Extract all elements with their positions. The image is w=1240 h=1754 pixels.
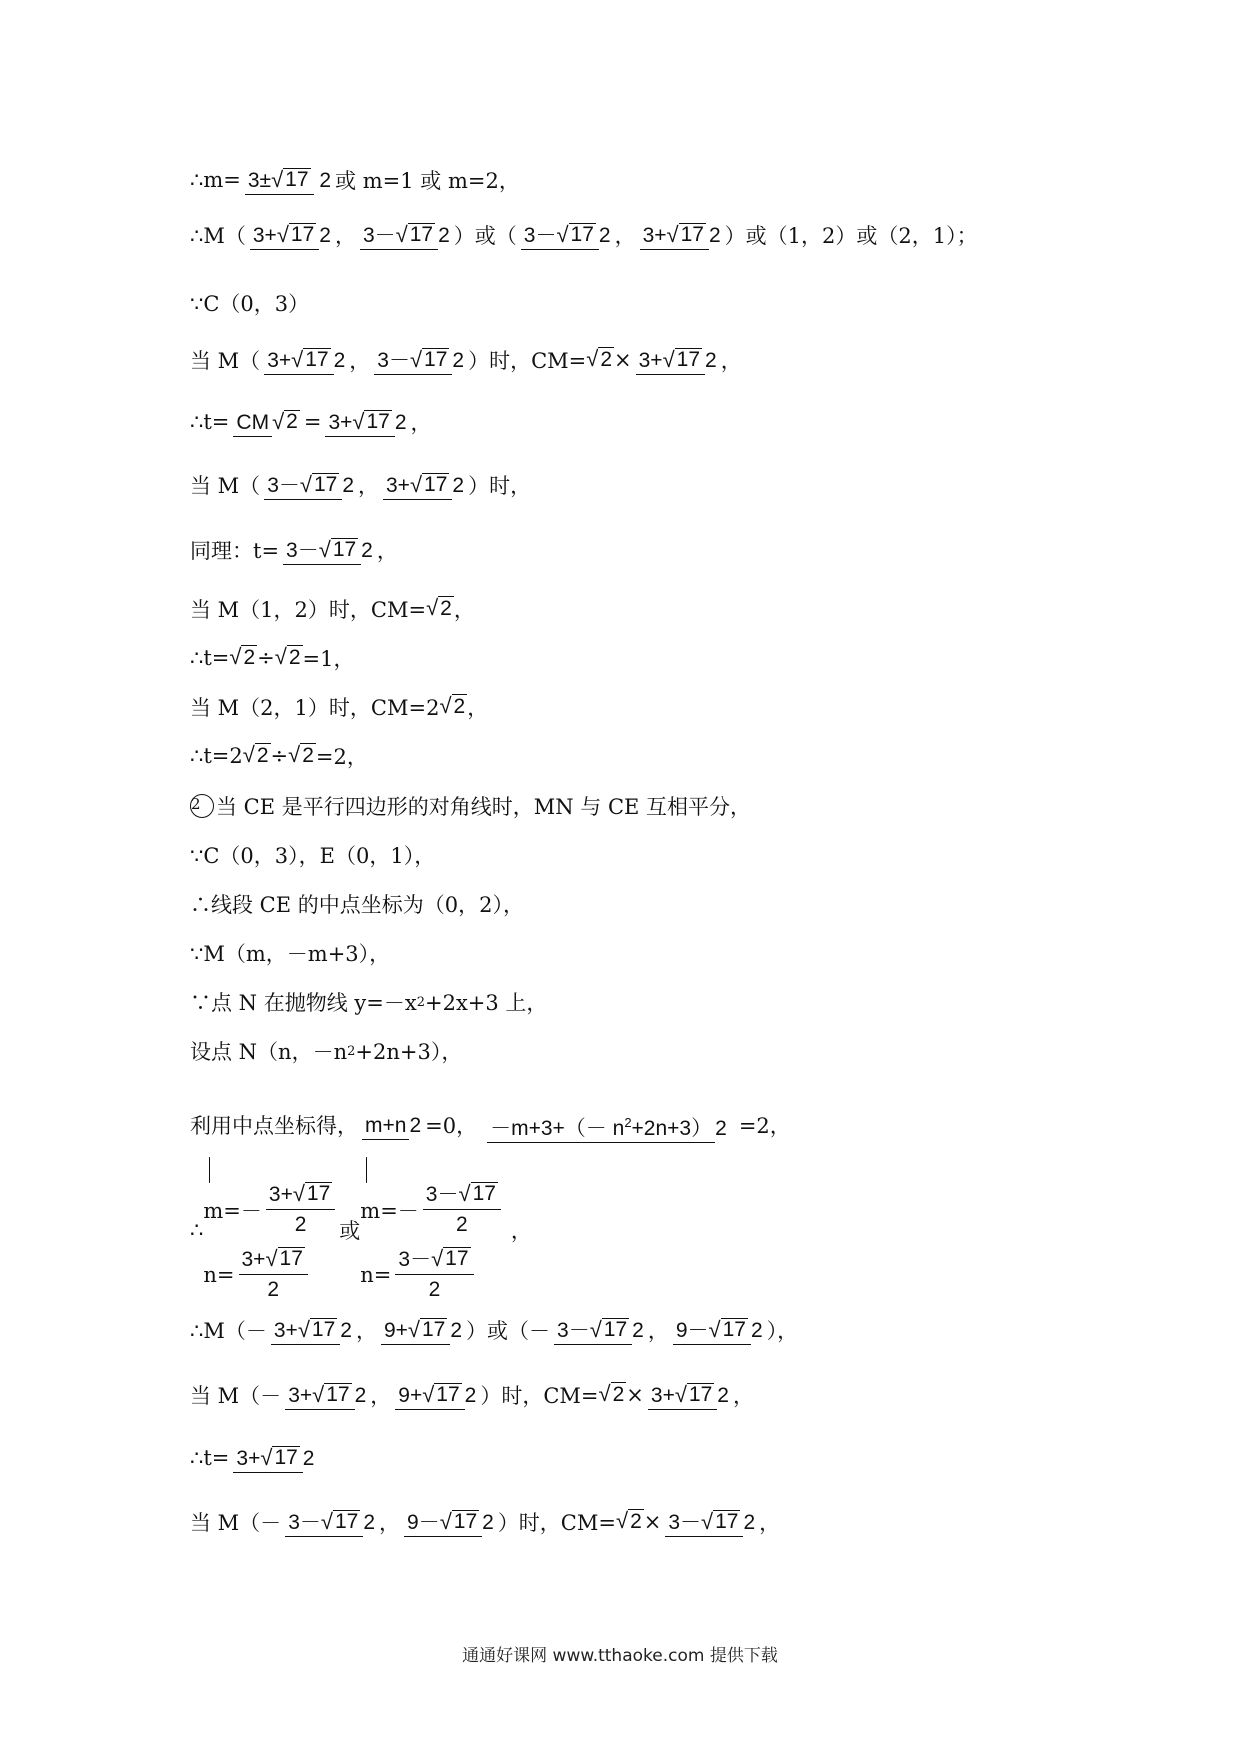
divide-sign: ÷: [270, 744, 289, 768]
denominator: 2: [361, 538, 373, 562]
denominator: 2: [450, 1318, 463, 1342]
text: ∴t=: [190, 1446, 230, 1470]
denominator: 2: [715, 1116, 727, 1140]
numerator-text: 3－: [286, 538, 319, 562]
radicand: 2: [288, 646, 301, 669]
text: ，: [358, 474, 379, 498]
numerator-text: 3+: [386, 473, 410, 497]
radical: √ 17: [271, 166, 309, 192]
radical: √2: [426, 595, 452, 620]
numerator-text: 3+: [273, 1318, 298, 1342]
line-14: [190, 887, 524, 921]
text: 当 CE 是平行四边形的对角线时，MN 与 CE 互相平分，: [216, 795, 752, 819]
text: ，: [510, 1219, 532, 1243]
fraction: [285, 1510, 375, 1535]
numerator-text: 3－: [288, 1510, 321, 1534]
text: ∵C（0，3），E（0，1），: [190, 844, 436, 868]
fraction: [360, 223, 450, 248]
denominator: 2: [750, 1318, 763, 1342]
text: 当 M（2，1）时，CM=2: [190, 696, 440, 720]
radical: √ 17: [297, 1316, 336, 1342]
fraction: [264, 348, 345, 373]
radicand: 17: [306, 1182, 331, 1205]
fraction: [554, 1318, 644, 1343]
line-1: [190, 150, 520, 210]
radicand: 2: [440, 597, 452, 620]
radicand: 17: [445, 1247, 469, 1270]
numerator-text: 3+: [638, 348, 663, 372]
radical: √ 2: [272, 408, 298, 434]
text: 当 M（1，2）时，CM=: [190, 598, 427, 622]
fraction: [381, 1318, 462, 1343]
superscript: 2: [347, 1043, 356, 1059]
radicand: 2: [453, 695, 466, 718]
text: ∴M（－: [190, 1319, 267, 1343]
line-8: [190, 592, 475, 626]
radicand: 17: [311, 1317, 336, 1341]
text: m=－: [203, 1198, 262, 1223]
fraction: [395, 1247, 473, 1302]
radicand: 2: [600, 348, 613, 371]
text: ∵点 N 在抛物线 y=－x: [190, 991, 417, 1015]
numerator: CM: [233, 411, 272, 437]
text: m=－: [360, 1198, 419, 1223]
superscript: 2: [416, 994, 425, 1010]
fraction: [285, 1383, 366, 1408]
radicand: 2: [286, 409, 298, 433]
radical: √2: [242, 742, 269, 767]
radical: √ 17: [431, 1246, 469, 1271]
text: ）时，: [468, 474, 532, 498]
radical: √2: [586, 346, 613, 371]
line-13: [190, 838, 435, 872]
text: ∴M（: [190, 224, 246, 248]
radicand: 17: [285, 167, 309, 191]
text: 当 M（: [190, 474, 261, 498]
radical: √2: [615, 1508, 642, 1533]
text: ∴: [190, 1218, 204, 1242]
text: ）或（: [453, 224, 517, 248]
radical: √ 17: [276, 221, 315, 247]
text: =1，: [302, 647, 355, 671]
denominator: 2: [319, 168, 332, 192]
denominator: 2: [302, 1446, 315, 1470]
radical: √ 17: [299, 471, 338, 497]
radicand: 17: [570, 222, 594, 246]
numerator-text: 3+: [650, 1383, 675, 1407]
denominator: 2: [428, 1278, 441, 1301]
line-21: [190, 1365, 754, 1425]
brace: [209, 1157, 210, 1183]
radicand: 17: [305, 347, 329, 371]
fraction: [383, 473, 464, 498]
numerator-text: 9+: [383, 1318, 408, 1342]
text: =2，: [738, 1114, 791, 1138]
line-3: [190, 286, 309, 320]
radical: √ 17: [265, 1246, 303, 1271]
fraction: [673, 1318, 763, 1343]
text: ∴线段 CE 的中点坐标为（0，2），: [190, 893, 524, 917]
brace: [366, 1157, 367, 1183]
radicand: 17: [436, 1382, 460, 1406]
fraction: [271, 1318, 352, 1343]
radical: √ 17: [409, 346, 448, 372]
numerator-text: +2n+3）: [631, 1116, 713, 1140]
numerator-text: 3－: [557, 1318, 590, 1342]
denominator: 2: [705, 348, 717, 372]
numerator-text: 3－: [398, 1248, 432, 1271]
text: ∴t=: [190, 646, 230, 670]
line-17: [190, 1034, 462, 1068]
denominator: 2: [354, 1383, 367, 1407]
numerator-text: 3+: [236, 1446, 261, 1470]
text: 利用中点坐标得，: [190, 1114, 358, 1138]
radical: √ 17: [422, 1381, 460, 1407]
fraction: [245, 168, 331, 193]
denominator: 2: [319, 223, 331, 247]
text: ）时，CM=: [480, 1384, 599, 1408]
numerator-text: 9－: [407, 1510, 440, 1534]
text: ）或（1，2）或（2，1）；: [724, 224, 978, 248]
line-12: [190, 789, 751, 823]
times-sign: ×: [643, 1510, 662, 1534]
denominator: 2: [456, 1213, 468, 1236]
text: 设点 N（n，－n: [190, 1040, 348, 1064]
text: ∵C（0，3）: [190, 292, 310, 316]
numerator-text: 3±: [247, 168, 272, 192]
numerator-text: 3+: [268, 1183, 293, 1206]
line-4: [190, 330, 742, 390]
superscript: 2: [624, 1114, 632, 1130]
radicand: 17: [715, 1509, 739, 1533]
numerator-text: 3－: [523, 223, 557, 247]
text: +2n+3），: [355, 1040, 463, 1064]
line-11: [190, 739, 368, 773]
line-6: [190, 455, 531, 515]
text: 当 M（: [190, 349, 261, 373]
line-7: [190, 520, 398, 580]
fraction: [521, 223, 611, 248]
numerator-text: 9－: [675, 1318, 709, 1342]
text: 或 m=1 或 m=2，: [335, 169, 520, 193]
denominator: 2: [452, 348, 465, 372]
radical: √ 17: [407, 1316, 446, 1342]
text: =2，: [315, 745, 368, 769]
denominator: 2: [394, 410, 407, 434]
fraction: [487, 1110, 727, 1141]
fraction: [325, 410, 406, 435]
radicand: 17: [313, 472, 338, 496]
radicand: 17: [453, 1509, 478, 1533]
numerator-text: 3+: [241, 1248, 266, 1271]
equation-system: [203, 1158, 339, 1302]
numerator-text: 9+: [398, 1383, 423, 1407]
text: ，: [720, 349, 742, 373]
denominator: 2: [598, 223, 611, 247]
radical: √ 17: [674, 1381, 713, 1407]
denominator: 2: [438, 223, 450, 247]
denominator: 2: [409, 1113, 422, 1137]
radical: √2: [598, 1381, 625, 1406]
circled-number: 2: [190, 794, 214, 818]
denominator: 2: [464, 1383, 477, 1407]
radicand: 17: [421, 1317, 446, 1341]
denominator: 2: [452, 473, 465, 497]
radicand: 17: [334, 1509, 359, 1533]
radicand: 2: [243, 646, 256, 669]
fraction: [233, 1446, 314, 1471]
fraction: [362, 1113, 421, 1138]
radical: √ 17: [666, 221, 704, 247]
numerator-text: 3+: [267, 348, 292, 372]
text: 或: [339, 1219, 361, 1243]
radicand: 17: [326, 1382, 350, 1406]
fraction: [648, 1383, 729, 1408]
radical: √2: [274, 644, 301, 669]
fraction: [404, 1510, 494, 1535]
radicand: 17: [332, 537, 357, 561]
fraction: [266, 1182, 335, 1237]
numerator-text: 3+: [252, 223, 277, 247]
text: ，: [732, 1384, 754, 1408]
denominator: 2: [363, 1510, 375, 1534]
radical: √ 17: [320, 1508, 359, 1534]
line-16: [190, 985, 547, 1019]
radical: √ 17: [312, 1381, 350, 1407]
denominator: 2: [294, 1213, 307, 1236]
numerator-text: 3－: [267, 473, 300, 497]
radical: √ 17: [589, 1316, 628, 1342]
text: 当 M（－: [190, 1511, 282, 1535]
text: ，: [370, 1384, 392, 1408]
line-18: [190, 1095, 791, 1155]
denominator: 2: [743, 1510, 756, 1534]
text: ，: [376, 539, 398, 563]
denominator: 2: [632, 1318, 644, 1342]
numerator-text: 3+: [328, 410, 353, 434]
text: ∴t=: [190, 410, 230, 434]
fraction: [636, 348, 717, 373]
numerator-text: 3－: [425, 1183, 459, 1206]
line-9: [190, 641, 355, 675]
radical: √ 17: [292, 1181, 331, 1206]
text: 当 M（－: [190, 1384, 282, 1408]
times-sign: ×: [626, 1383, 644, 1407]
text: ，: [334, 224, 356, 248]
radicand: 17: [366, 409, 390, 433]
radical: √2: [439, 693, 466, 718]
radicand: 2: [256, 744, 269, 767]
text: ，: [647, 1319, 669, 1343]
radicand: 17: [472, 1182, 496, 1205]
line-20: [190, 1300, 798, 1360]
page-footer: 通通好课网 www.tthaoke.com 提供下载: [462, 1646, 778, 1666]
radicand: 17: [279, 1247, 303, 1270]
fraction: [264, 473, 354, 498]
text: =0，: [425, 1114, 478, 1138]
text: ∵M（m，－m+3），: [190, 942, 391, 966]
radical: √ 17: [708, 1316, 746, 1342]
divide-sign: ÷: [257, 646, 275, 670]
denominator: 2: [482, 1510, 494, 1534]
text: n=: [360, 1262, 392, 1287]
denominator: 2: [333, 348, 346, 372]
radicand: 17: [676, 347, 701, 371]
radicand: 17: [424, 347, 448, 371]
text: ，: [410, 411, 432, 435]
numerator: m+n: [362, 1114, 409, 1140]
text: ，: [467, 696, 489, 720]
radicand: 17: [680, 222, 704, 246]
fraction: [374, 348, 464, 373]
denominator: 2: [267, 1278, 280, 1301]
radicand: 17: [603, 1317, 628, 1341]
radical: √ 17: [439, 1508, 478, 1534]
radicand: 17: [424, 472, 448, 496]
radical: √ 17: [662, 346, 701, 372]
numerator-text: 3+: [642, 223, 667, 247]
radicand: 2: [302, 744, 314, 767]
radicand: 17: [722, 1317, 746, 1341]
text: ）时，CM=: [468, 349, 587, 373]
text: 同理：t=: [190, 539, 280, 563]
fraction: [665, 1510, 755, 1535]
radical: √ 17: [352, 408, 390, 434]
text: ∴m=: [190, 168, 241, 192]
fraction: [250, 223, 331, 248]
denominator: 2: [708, 223, 721, 247]
text: ∴t=2: [190, 744, 243, 768]
radicand: 17: [409, 222, 434, 246]
numerator-text: 3+: [288, 1383, 313, 1407]
denominator: 2: [340, 1318, 352, 1342]
radical: √ 17: [556, 221, 594, 247]
numerator-text: 3－: [362, 223, 396, 247]
radical: √ 17: [701, 1508, 739, 1534]
radical: √2: [288, 742, 314, 767]
equals-sign: =: [303, 410, 322, 434]
radical: √ 17: [395, 221, 434, 247]
radical: √ 17: [291, 346, 329, 372]
numerator-text: 3－: [377, 348, 410, 372]
line-15: [190, 936, 390, 970]
fraction: [395, 1383, 476, 1408]
text: ），: [766, 1319, 799, 1343]
denominator: 2: [717, 1383, 729, 1407]
radical: √ 17: [458, 1181, 496, 1206]
times-sign: ×: [614, 348, 632, 372]
radical: √ 17: [318, 536, 357, 562]
denominator: 2: [342, 473, 354, 497]
text: ，: [614, 224, 636, 248]
text: ，: [349, 349, 371, 373]
radicand: 17: [274, 1445, 298, 1469]
text: ，: [355, 1319, 377, 1343]
line-5: [190, 392, 432, 452]
text: ）或（－: [466, 1319, 551, 1343]
line-10: [190, 690, 488, 724]
text: ）时，CM=: [497, 1511, 616, 1535]
radicand: 2: [630, 1510, 642, 1533]
radical: √2: [229, 644, 256, 669]
line-19: [190, 1160, 532, 1300]
radical: √ 17: [260, 1444, 298, 1470]
radicand: 2: [612, 1383, 625, 1406]
fraction: [640, 223, 721, 248]
equation-system: [360, 1158, 505, 1302]
text: ，: [453, 598, 475, 622]
fraction: [283, 538, 373, 563]
radicand: 17: [688, 1382, 713, 1406]
numerator-text: 3－: [668, 1510, 702, 1534]
text: n=: [203, 1262, 235, 1287]
text: ，: [759, 1511, 781, 1535]
fraction: [233, 410, 299, 435]
text: ，: [379, 1511, 400, 1535]
fraction: [423, 1182, 501, 1237]
numerator-text: －m+3+（－ n: [490, 1116, 625, 1140]
line-22: [190, 1428, 318, 1488]
line-2: [190, 205, 978, 265]
text: +2x+3 上，: [424, 991, 548, 1015]
line-23: [190, 1492, 780, 1552]
radical: √ 17: [409, 471, 448, 497]
fraction: [239, 1247, 308, 1302]
radicand: 17: [290, 222, 315, 246]
